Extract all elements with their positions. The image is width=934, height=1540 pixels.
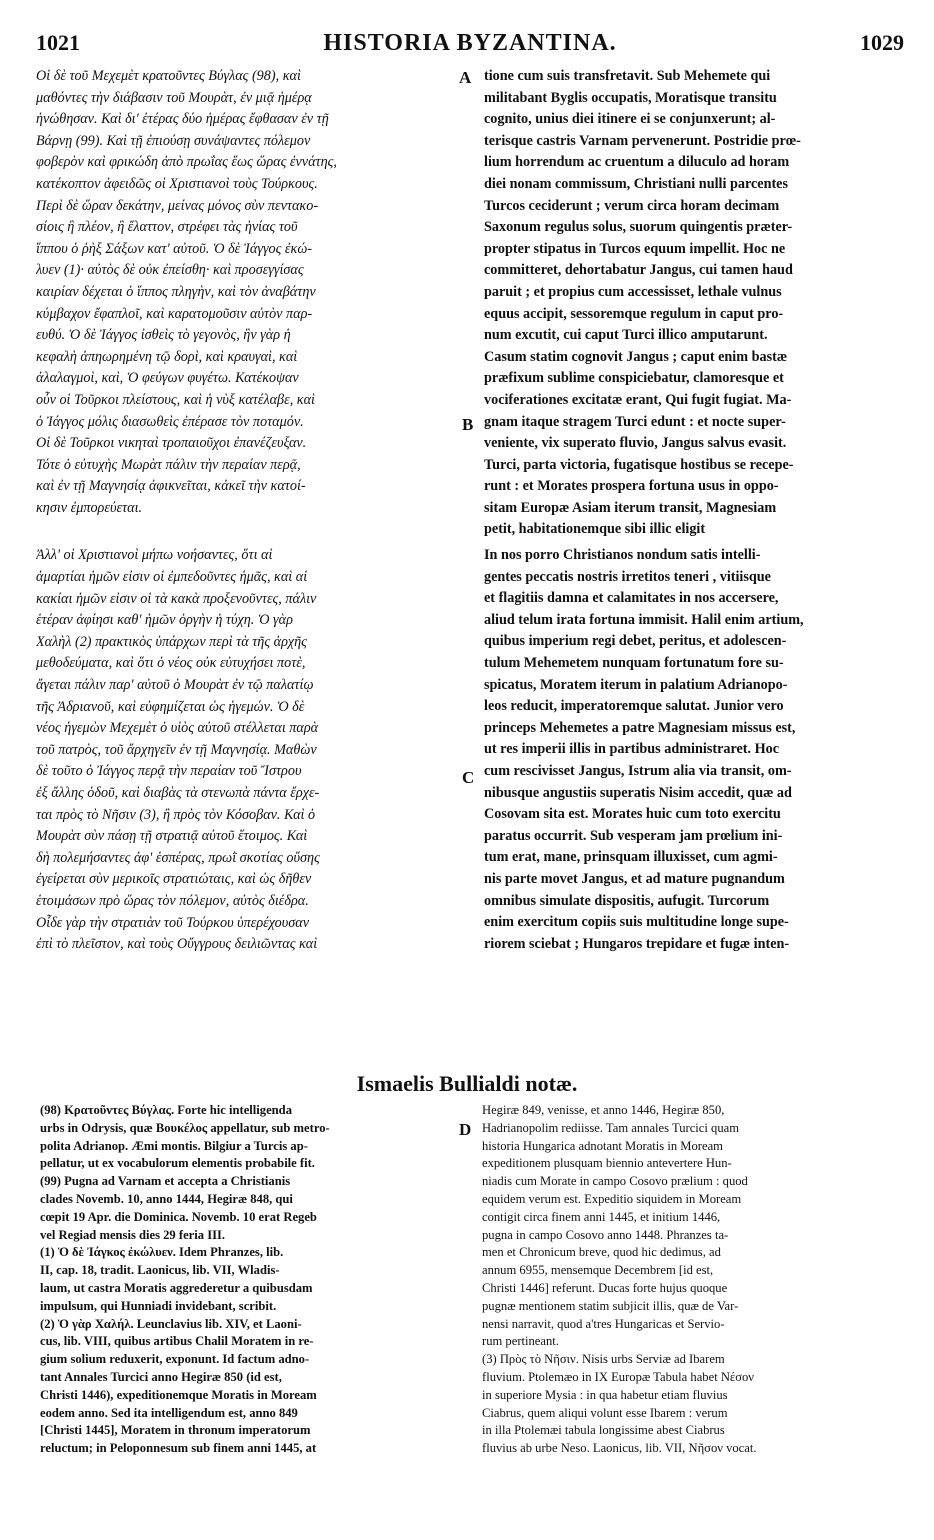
latin-text-line: Turci, parta victoria, fugatisque hostibus se recepe-	[484, 456, 794, 473]
note-line: clades Novemb. 10, anno 1444, Hegiræ 848, qui	[40, 1191, 293, 1206]
note-line: Christi 1446), expeditionemque Moratis in Moream	[40, 1387, 317, 1402]
latin-text-line: præfixum sublime conspiciebatur, clamoresque et	[484, 370, 784, 387]
note-line: II, cap. 18, tradit. Laonicus, lib. VII, Wladis-	[40, 1263, 280, 1278]
note-line: in superiore Mysia : in qua habetur etiam fluvius	[482, 1387, 728, 1402]
latin-text-line: tulum Mehemetem nunquam fortunatum fore su-	[484, 655, 784, 672]
latin-text-line: Casum statim cognovit Jangus ; caput enim bastæ	[484, 348, 788, 365]
notes-right-column	[482, 1102, 902, 1458]
note-line: (2) Ὁ γὰρ Χαλήλ. Leunclavius lib. XIV, et Laoni-	[40, 1316, 302, 1331]
greek-text-column	[36, 66, 456, 956]
page-number-right: 1029	[860, 30, 904, 55]
greek-text-line: ἑτέραν ἀφίησι καθ' ἡμῶν ὀργὴν ἡ τύχη. Ὁ γὰρ	[36, 612, 293, 629]
note-line: tant Annales Turcici anno Hegiræ 850 (id est,	[40, 1369, 282, 1384]
latin-text-line: gentes peccatis nostris irretitos teneri , vitiisque	[484, 568, 771, 585]
note-line: Hegiræ 849, venisse, et anno 1446, Hegiræ 850,	[482, 1103, 725, 1117]
greek-text-line: Βάρνῃ (99). Καὶ τῇ ἐπιούσῃ συνάψαντες πόλεμον	[36, 132, 311, 149]
latin-text-line: cum rescivisset Jangus, Istrum alia via transit, om-	[484, 763, 792, 779]
greek-text-line: κακίαι ἡμῶν εἰσιν οἱ τὰ κακὰ προξενοῦντες, πάλιν	[36, 590, 317, 607]
latin-text-line: runt : et Morates prospera fortuna usus in oppo-	[484, 478, 779, 495]
latin-text-line: omnibus simulate dispositis, aufugit. Turcorum	[484, 892, 770, 909]
latin-text-line: veniente, vix superato fluvio, Jangus salvus evasit.	[484, 435, 787, 452]
latin-text-line: cognito, unius diei itinere ei se conjunxerunt; al-	[484, 111, 776, 128]
greek-text-line: Χαλὴλ (2) πρακτικὸς ὑπάρχων περὶ τὰ τῆς ἀρχῆς	[36, 633, 307, 650]
greek-text-line: τῆς Ἀδριανοῦ, καὶ εὐφημίζεται ὡς ἡγεμών. Ὁ δὲ	[36, 698, 305, 715]
greek-text-line: νέος ἡγεμὼν Μεχεμὲτ ὁ υἱὸς αὐτοῦ στέλλεται παρὰ	[36, 720, 319, 737]
latin-text-line: vociferationes excitatæ erant, Qui fugit fugiat. Ma-	[484, 391, 792, 408]
latin-text-line: tum erat, mane, prinsquam illuxisset, cum agmi-	[484, 849, 778, 866]
latin-text-line: princeps Mehemetes a patre Magnesiam missus est,	[484, 719, 796, 736]
paragraph-gap	[36, 519, 456, 545]
greek-text-line: ἁμαρτίαι ἡμῶν εἰσιν οἱ ἐμπεδοῦντες ἡμᾶς, καὶ αἱ	[36, 569, 308, 586]
note-line: rum pertineant.	[482, 1334, 559, 1349]
note-line: reluctum; in Peloponnesum sub finem anni 1445, at	[40, 1441, 317, 1456]
note-line: gium solium reduxerit, exponunt. Id factum adno-	[40, 1352, 310, 1367]
greek-text-line: ἐξ ἄλλης ὁδοῦ, καὶ διαβὰς τὰ στενωπὰ πάντα ἔρχε-	[36, 785, 320, 801]
latin-text-line: gnam itaque stragem Turci edunt : et nocte super-	[484, 413, 786, 430]
note-line: niadis cum Morate in campo Cosovo prælium : quod	[482, 1174, 748, 1189]
note-line: Christi 1446] referunt. Ducas forte hujus quoque	[482, 1280, 728, 1295]
note-line: pellatur, ut ex vocabulorum elementis probabile fit.	[40, 1156, 315, 1171]
notes-heading: Ismaelis Bullialdi notæ.	[356, 1071, 578, 1096]
greek-text-line: Οἱ δὲ Τοῦρκοι νικηταὶ τροπαιοῦχοι ἐπανέζευξαν.	[36, 435, 307, 452]
latin-text-line: nis parte movet Jangus, et ad mature pugnandum	[484, 870, 785, 887]
note-line: (3) Πρὸς τὸ Νῆσιν. Nisis urbs Serviæ ad Ibarem	[482, 1352, 725, 1367]
note-line: Ciabrus, quem aliqui volunt esse Ibarem : verum	[482, 1405, 728, 1420]
greek-text-line: ἀλαλαγμοὶ, καὶ, Ὁ φεύγων φυγέτω. Κατέκοψαν	[36, 370, 299, 387]
latin-text-line: aliud telum irata fortuna immisit. Halil enim artium,	[484, 611, 804, 628]
greek-text-line: Τότε ὁ εὐτυχὴς Μωρὰτ πάλιν τὴν περαίαν περᾷ,	[36, 456, 301, 473]
greek-text-line: ευθύ. Ὁ δὲ Ἰάγγος ἰσθεὶς τὸ γεγονὸς, ἣν γὰρ ἡ	[36, 327, 291, 344]
greek-text-line: σίοις ἢ πλέον, ἢ ἔλαττον, στρέφει τὰς ἡνίας τοῦ	[36, 219, 298, 236]
note-line: fluvius ab urbe Neso. Laonicus, lib. VII, Νῆσον vocat.	[482, 1441, 757, 1456]
note-line: impulsum, qui Hunniadi invidebant, scribit.	[40, 1298, 277, 1313]
greek-text-line: δὲ τοῦτο ὁ Ἰάγγος περᾷ τὴν περαίαν τοῦ Ἴστρου	[36, 763, 302, 780]
latin-text-line: Cosovam sita est. Morates huic cum toto exercitu	[484, 806, 781, 823]
note-line: pugnæ mentionem statim subjicit illis, quæ de Var-	[482, 1298, 739, 1313]
note-line: contigit circa finem anni 1445, et initium 1446,	[482, 1209, 721, 1224]
latin-text-line: militabant Byglis occupatis, Moratisque transitu	[484, 89, 777, 106]
latin-text-line: sitam Europæ Asiam iterum transit, Magnesiam	[484, 499, 777, 516]
notes-left-column	[40, 1102, 450, 1458]
latin-text-line: leos reducit, imperatoremque salutat. Junior vero	[484, 698, 784, 715]
greek-text-line: Μουρὰτ σὺν πάσῃ τῇ στρατιᾷ αὐτοῦ ἕτοιμος. Καὶ	[36, 828, 308, 845]
greek-text-line: ἐγείρεται σὺν μερικοῖς στρατιώταις, καὶ ὡς δῆθεν	[36, 871, 312, 888]
note-line: men et Chronicum breve, quod hic dedimus, ad	[482, 1245, 721, 1260]
margin-letter-d: D	[459, 1120, 472, 1139]
margin-letter-c: C	[462, 768, 475, 787]
greek-text-line: δὴ πολεμήσαντες ἀφ' ἑσπέρας, πρωῒ σκοτίας οὔσης	[36, 849, 320, 866]
greek-text-line: ἵππου ὁ ῥὴξ Σάξων κατ' αὐτοῦ. Ὁ δὲ Ἰάγγος ἐκώ-	[36, 240, 312, 257]
note-line: (99) Pugna ad Varnam et accepta a Christianis	[40, 1174, 291, 1189]
margin-letter-a: A	[459, 68, 472, 87]
greek-text-line: κεφαλὴ ἀπηωρημένη τῷ δορὶ, καὶ κραυγαὶ, καὶ	[36, 348, 298, 365]
latin-text-line: committeret, dehortabatur Jangus, cui tamen haud	[484, 262, 793, 279]
greek-text-line: ἐπὶ τὸ πλεῖστον, καὶ τοὺς Οὔγγρους δειλιῶντας καὶ	[36, 936, 318, 953]
note-line: vel Regiad mensis dies 29 feria III.	[40, 1227, 226, 1242]
greek-text-line: ἄγεται πάλιν παρ' αὐτοῦ ὁ Μουρὰτ ἐν τῷ παλατίῳ	[36, 677, 314, 694]
note-line: [Christi 1445], Moratem in thronum imperatorum	[40, 1423, 311, 1438]
greek-text-line: καὶ ἐν τῇ Μαγνησίᾳ ἀφικνεῖται, κἀκεῖ τὴν κατοί-	[36, 478, 306, 495]
greek-text-line: Οἱ δὲ τοῦ Μεχεμὲτ κρατοῦντες Βύγλας (98), καὶ	[36, 68, 301, 84]
greek-text-line: κατέκοπτον ἀφειδῶς οἱ Χριστιανοὶ τοὺς Τούρκους.	[36, 175, 318, 192]
note-line: urbs in Odrysis, quæ Βουκέλος appellatur, sub metro-	[40, 1120, 330, 1135]
note-line: annum 6955, mensemque Decembrem [id est,	[482, 1263, 714, 1278]
greek-text-line: κύμβαχον ἔφαπλοῖ, καὶ καρατομοῦσιν αὐτὸν παρ-	[36, 305, 313, 322]
latin-text-line: Turcos ceciderunt ; verum circa horam decimam	[484, 197, 780, 214]
latin-text-column	[484, 66, 902, 955]
greek-text-line: μαθόντες τὴν διάβασιν τοῦ Μουρὰτ, ἐν μιᾷ ἡμέρᾳ	[36, 89, 312, 106]
latin-text-line: quibus imperium regi debet, peritus, et adolescen-	[484, 633, 787, 650]
note-line: (98) Κρατοῦντες Βύγλας. Forte hic intelligenda	[40, 1103, 292, 1117]
greek-text-line: Ἀλλ' οἱ Χριστιανοὶ μήπω νοήσαντες, ὅτι αἱ	[36, 547, 273, 564]
latin-text-line: tione cum suis transfretavit. Sub Mehemete qui	[484, 68, 771, 84]
margin-letter-b: B	[462, 415, 474, 434]
latin-text-line: enim exercitum copiis suis multitudine longe supe-	[484, 914, 789, 931]
note-line: pugna in campo Cosovo anno 1448. Phranzes ta-	[482, 1227, 729, 1242]
latin-text-line: equus accipit, sessoremque regulum in caput pro-	[484, 305, 784, 322]
note-line: historia Hungarica adnotant Moratis in Moream	[482, 1138, 723, 1153]
latin-text-line: spicatus, Moratem iterum in palatium Adrianopo-	[484, 676, 788, 693]
latin-text-line: terisque castris Varnam pervenerunt. Postridie prœ-	[484, 132, 801, 149]
page-number-left: 1021	[36, 30, 80, 55]
greek-text-line: λυεν (1)· αὐτὸς δὲ οὐκ ἐπείσθη· καὶ προσεγγίσας	[36, 262, 304, 279]
greek-text-line: ἑτοιμάσων πρὸ ὥρας τὸν πόλεμον, αὐτὸς διέδρα.	[36, 892, 309, 909]
note-line: nensi narravit, quod a'tres Hungaricas et Servio-	[482, 1316, 725, 1331]
greek-text-line: Περὶ δὲ ὥραν δεκάτην, μείνας μόνος σὺν πεντακο-	[36, 197, 319, 214]
note-line: cœpit 19 Apr. die Dominica. Novemb. 10 erat Regeb	[40, 1209, 317, 1224]
running-title: HISTORIA BYZANTINA.	[323, 30, 617, 56]
greek-text-line: ται πρὸς τὸ Νῆσιν (3), ἢ πρὸς τὸν Κόσοβαν. Καὶ ὁ	[36, 806, 316, 823]
latin-text-line: paratus occurrit. Sub vesperam jam prœlium ini-	[484, 827, 783, 844]
note-line: fluvium. Ptolemæo in IX Europæ Tabula habet Νέσον	[482, 1369, 755, 1384]
note-line: polita Adrianop. Æmi montis. Bilgiur a Turcis ap-	[40, 1138, 308, 1153]
latin-text-line: nibusque angustiis superatis Nisim accedit, quæ ad	[484, 784, 792, 801]
note-line: cus, lib. VIII, quibus artibus Chalil Moratem in re-	[40, 1334, 314, 1349]
latin-text-line: ut res imperii illis in partibus administraret. Hoc	[484, 741, 780, 758]
latin-text-line: riorem sciebat ; Hungaros trepidare et fugæ inten-	[484, 935, 790, 952]
running-header	[36, 30, 904, 66]
latin-text-line: Saxonum regulus solus, suorum quingentis præter-	[484, 219, 793, 236]
note-line: expeditionem plusquam biennio antevertere Hun-	[482, 1156, 732, 1171]
greek-text-line: ὁ Ἰάγγος μόλις διασωθεὶς ἐπέρασε τὸν ποταμόν.	[36, 413, 304, 430]
latin-text-line: propter stipatus in Turcos equum impellit. Hoc ne	[484, 240, 786, 257]
note-line: (1) Ὁ δὲ Ἰάγκος ἐκώλυεν. Idem Phranzes, lib.	[40, 1245, 284, 1260]
greek-text-line: καιρίαν δέχεται ὁ ἵππος πληγὴν, καὶ τὸν ἀναβάτην	[36, 283, 316, 300]
note-line: Hadrianopolim rediisse. Tam annales Turcici quam	[482, 1120, 740, 1135]
latin-text-line: In nos porro Christianos nondum satis intelli-	[484, 547, 761, 564]
latin-text-line: et flagitiis damna et calamitates in nos accersere,	[484, 590, 779, 607]
note-line: eodem anno. Sed ita intelligendum est, anno 849	[40, 1405, 298, 1420]
greek-text-line: τοῦ πατρὸς, τοῦ ἄρχηγεῖν ἐν τῇ Μαγνησίᾳ. Μαθὼν	[36, 741, 317, 758]
greek-text-line: οὖν οἱ Τοῦρκοι πλείστους, καὶ ἡ νὺξ κατέλαβε, καὶ	[36, 391, 315, 408]
note-line: laum, ut castra Moratis aggrederetur a quibusdam	[40, 1280, 313, 1295]
greek-text-line: φοβερὸν καὶ φρικώδη ἀπὸ πρωΐας ἕως ὥρας ἐννάτης,	[36, 154, 337, 171]
latin-text-line: num excutit, cui caput Turci illico amputarunt.	[484, 327, 768, 344]
note-line: equidem verum est. Expeditio siquidem in Moream	[482, 1191, 742, 1206]
note-line: in illa Ptolemæi tabula longissime abest Ciabrus	[482, 1423, 725, 1438]
greek-text-line: ἡνώθησαν. Καὶ δι' ἑτέρας δύο ἡμέρας ἔφθασαν ἐν τῇ	[36, 111, 329, 128]
latin-text-line: paruit ; et propius cum accessisset, lethale vulnus	[484, 283, 782, 300]
latin-text-line: petit, habitationemque sibi illic eligit	[484, 521, 706, 538]
greek-text-line: Οἶδε γὰρ τὴν στρατιὰν τοῦ Τούρκου ὑπερέχουσαν	[36, 914, 310, 931]
latin-text-line: lium horrendum ac cruentum a diluculo ad horam	[484, 154, 790, 171]
latin-text-line: diei nonam commissum, Christiani nulli parcentes	[484, 175, 789, 192]
greek-text-line: κησιν ἐμπορεύεται.	[36, 499, 143, 516]
greek-text-line: μεθοδεύματα, καὶ ὅτι ὁ νέος οὐκ εὐτυχήσει ποτὲ,	[36, 655, 306, 672]
